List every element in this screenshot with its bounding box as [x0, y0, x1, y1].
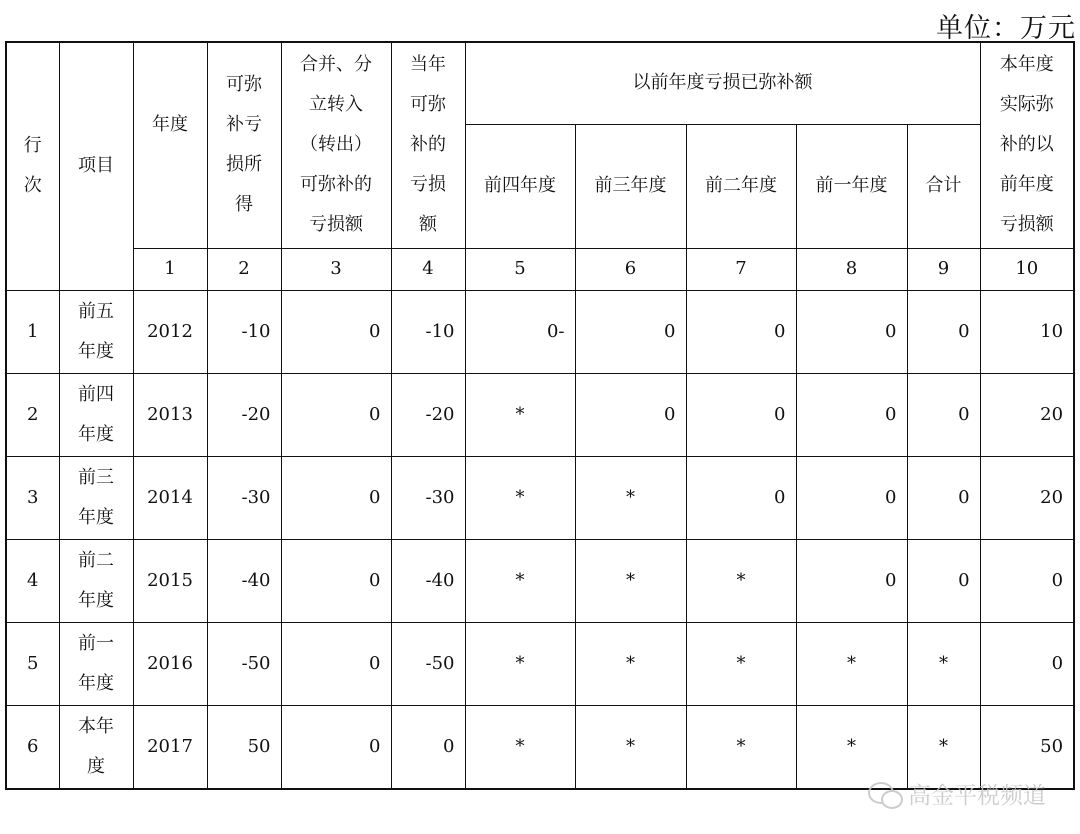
value-cell: *: [796, 706, 907, 789]
watermark: [868, 777, 1046, 810]
header-col2: [207, 42, 281, 248]
value-cell: 50: [207, 706, 281, 789]
header-year-text: 年度: [152, 114, 188, 136]
header-prior-group: [465, 42, 980, 124]
value-cell: 10: [980, 290, 1074, 373]
table-row: [6, 457, 1074, 540]
value-cell: 0: [907, 540, 980, 623]
header-col8: [796, 124, 907, 248]
col-number: 3: [281, 248, 391, 290]
header-col2-text: 可弥补亏损所得: [226, 74, 262, 216]
row-number-cell: 2: [6, 373, 59, 456]
unit-label: 单位：万元: [936, 13, 1076, 44]
value-cell: 0: [281, 540, 391, 623]
table-row: [6, 290, 1074, 373]
value-cell: *: [575, 706, 686, 789]
header-col4: [391, 42, 465, 248]
value-cell: 2012: [133, 290, 207, 373]
value-cell: 0: [796, 540, 907, 623]
value-cell: 0: [907, 457, 980, 540]
col-number: 4: [391, 248, 465, 290]
value-cell: 0: [980, 540, 1074, 623]
header-item: [59, 42, 133, 290]
value-cell: *: [465, 373, 575, 456]
value-cell: 50: [980, 706, 1074, 789]
value-cell: 0: [391, 706, 465, 789]
col-number: 6: [575, 248, 686, 290]
header-col3: [281, 42, 391, 248]
value-cell: 0: [980, 623, 1074, 706]
value-cell: *: [907, 706, 980, 789]
value-cell: -20: [391, 373, 465, 456]
header-col7-text: 前二年度: [705, 175, 777, 197]
header-col3-text: 合并、分立转入（转出）可弥补的亏损额: [300, 54, 372, 236]
wechat-icon: [868, 780, 902, 808]
value-cell: *: [465, 540, 575, 623]
col-number: 8: [796, 248, 907, 290]
value-cell: 0: [281, 457, 391, 540]
value-cell: 2016: [133, 623, 207, 706]
value-cell: 2013: [133, 373, 207, 456]
value-cell: *: [907, 623, 980, 706]
row-number-cell: 3: [6, 457, 59, 540]
value-cell: 0: [281, 373, 391, 456]
value-cell: 0: [281, 290, 391, 373]
value-cell: *: [465, 623, 575, 706]
value-cell: -20: [207, 373, 281, 456]
header-col10-text: 本年度实际弥补的以前年度亏损额: [999, 54, 1054, 236]
value-cell: 0: [796, 457, 907, 540]
header-col7: [686, 124, 796, 248]
value-cell: 0: [686, 373, 796, 456]
column-number-row: [6, 248, 1074, 290]
row-item-cell: 前二年度: [59, 540, 133, 623]
value-cell: 0: [281, 623, 391, 706]
row-item-cell: 前一年度: [59, 623, 133, 706]
header-col5: [465, 124, 575, 248]
header-row-no: [6, 42, 59, 290]
value-cell: 20: [980, 373, 1074, 456]
value-cell: 0: [796, 290, 907, 373]
value-cell: *: [686, 706, 796, 789]
value-cell: 0: [686, 290, 796, 373]
value-cell: *: [465, 457, 575, 540]
table-row: [6, 623, 1074, 706]
header-prior-group-text: 以前年度亏损已弥补额: [632, 72, 813, 94]
header-col9: [907, 124, 980, 248]
watermark-text: 高金平税频道: [908, 783, 1046, 809]
value-cell: -40: [391, 540, 465, 623]
value-cell: 2017: [133, 706, 207, 789]
value-cell: *: [465, 706, 575, 789]
col-number: 7: [686, 248, 796, 290]
value-cell: *: [575, 540, 686, 623]
value-cell: 0: [796, 373, 907, 456]
value-cell: 0: [907, 290, 980, 373]
loss-carryforward-table: [5, 41, 1075, 790]
value-cell: -40: [207, 540, 281, 623]
value-cell: -30: [391, 457, 465, 540]
header-year: [133, 42, 207, 248]
header-col4-text: 当年可弥补的亏损额: [410, 54, 446, 236]
value-cell: *: [686, 540, 796, 623]
header-item-text: 项目: [78, 155, 114, 177]
header-col8-text: 前一年度: [815, 175, 888, 197]
row-number-cell: 6: [6, 706, 59, 789]
value-cell: -10: [207, 290, 281, 373]
row-item-cell: 前五年度: [59, 290, 133, 373]
row-item-cell: 前三年度: [59, 457, 133, 540]
value-cell: -30: [207, 457, 281, 540]
value-cell: 0: [686, 457, 796, 540]
row-number-cell: 1: [6, 290, 59, 373]
value-cell: -50: [207, 623, 281, 706]
value-cell: *: [796, 623, 907, 706]
value-cell: 0: [575, 290, 686, 373]
table-row: [6, 540, 1074, 623]
value-cell: -50: [391, 623, 465, 706]
header-col5-text: 前四年度: [484, 175, 556, 197]
col-number: 2: [207, 248, 281, 290]
value-cell: 0-: [465, 290, 575, 373]
col-number: 5: [465, 248, 575, 290]
value-cell: *: [686, 623, 796, 706]
row-number-cell: 4: [6, 540, 59, 623]
row-item-cell: 前四年度: [59, 373, 133, 456]
col-number: 1: [133, 248, 207, 290]
header-col9-text: 合计: [925, 175, 962, 197]
value-cell: -10: [391, 290, 465, 373]
row-item-cell: 本年度: [59, 706, 133, 789]
table-row: [6, 373, 1074, 456]
value-cell: *: [575, 623, 686, 706]
header-col6: [575, 124, 686, 248]
value-cell: 0: [907, 373, 980, 456]
value-cell: 2014: [133, 457, 207, 540]
value-cell: 2015: [133, 540, 207, 623]
header-row-no-text: 行次: [23, 135, 42, 197]
header-col6-text: 前三年度: [594, 175, 667, 197]
value-cell: 0: [575, 373, 686, 456]
row-number-cell: 5: [6, 623, 59, 706]
value-cell: *: [575, 457, 686, 540]
header-col10: [980, 42, 1074, 248]
value-cell: 20: [980, 457, 1074, 540]
value-cell: 0: [281, 706, 391, 789]
col-number: 10: [980, 248, 1074, 290]
col-number: 9: [907, 248, 980, 290]
